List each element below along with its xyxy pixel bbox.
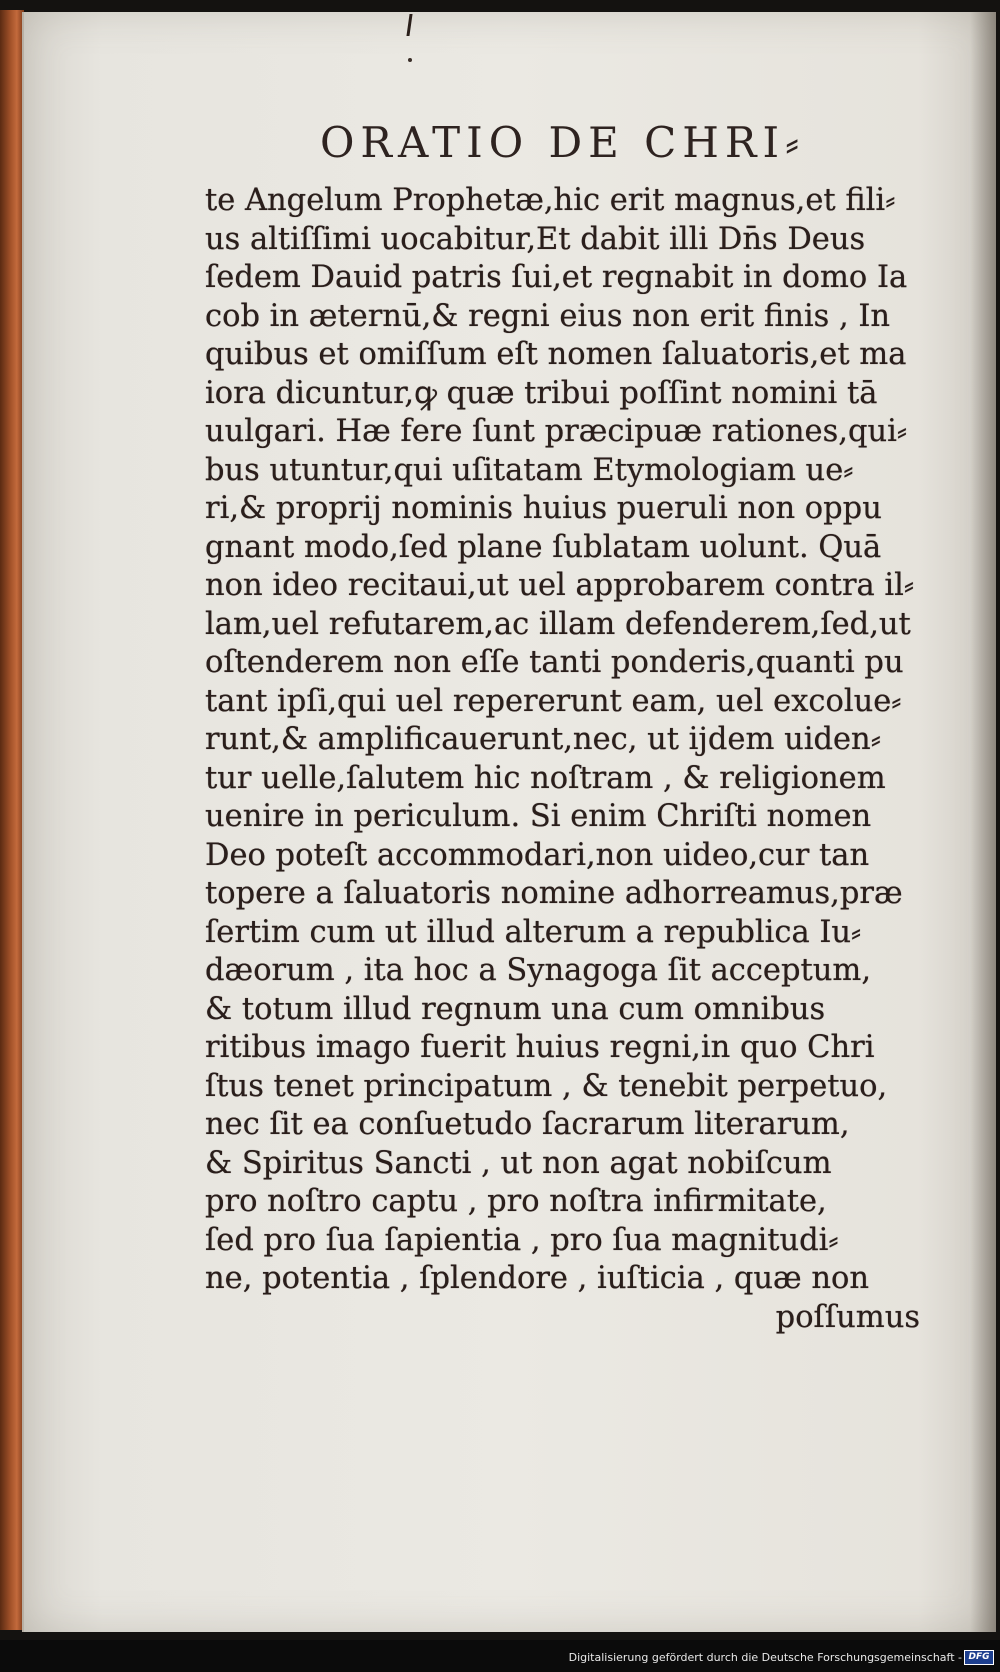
text-line: ſtus tenet principatum , & tenebit perpetuo, <box>205 1068 888 1104</box>
running-head: ORATIO DE CHRI⸗ <box>320 118 806 167</box>
ink-stroke <box>406 14 412 36</box>
text-line: ſedem Dauid patris ſui,et regnabit in domo Ia <box>205 260 908 295</box>
text-line: pro noſtro captu , pro noſtra infirmitate, <box>205 1184 827 1219</box>
text-line: topere a ſaluatoris nomine adhorreamus,præ <box>205 876 903 911</box>
text-line: uenire in periculum. Si enim Chriſti nomen <box>205 799 872 834</box>
text-line: Deo poteſt accommodari,non uideo,cur tan <box>205 837 870 873</box>
gutter-shadow <box>970 12 996 1632</box>
text-line: & totum illud regnum una cum omnibus <box>205 991 826 1027</box>
text-line: ritibus imago fuerit huius regni,in quo Chri <box>205 1030 875 1065</box>
text-line: & Spiritus Sancti , ut non agat nobiſcum <box>205 1145 832 1181</box>
text-line: ſertim cum ut illud alterum a republica Iu⸗ <box>205 914 862 950</box>
text-line: ſed pro ſua ſapientia , pro ſua magnitudi⸗ <box>205 1222 839 1258</box>
digitization-credit: Digitalisierung gefördert durch die Deutsche Forschungsgemeinschaft - <box>568 1651 962 1664</box>
text-line: tur uelle,ſalutem hic noſtram , & religionem <box>205 760 886 796</box>
text-line: quibus et omiſſum eſt nomen ſaluatoris,et ma <box>205 337 907 372</box>
text-line: runt,& amplificauerunt,nec, ut ijdem uiden⸗ <box>205 722 881 757</box>
catchword: poſſumus <box>775 1299 920 1335</box>
text-line: nec ſit ea conſuetudo ſacrarum literarum, <box>205 1107 850 1142</box>
text-line: cob in æternū,& regni eius non erit finis , In <box>205 298 891 334</box>
text-line: te Angelum Prophetæ,hic erit magnus,et fili⸗ <box>205 183 896 218</box>
text-line: lam,uel refutarem,ac illam defenderem,ſed,ut <box>205 606 911 642</box>
text-block <box>205 182 920 1337</box>
text-line: gnant modo,ſed plane ſublatam uolunt. Quā <box>205 529 882 565</box>
text-line: non ideo recitaui,ut uel approbarem contra il⸗ <box>205 568 915 603</box>
text-line: iora dicuntur,ꝙ quæ tribui poſſint nomini tā <box>205 375 878 411</box>
text-line: bus utuntur,qui uſitatam Etymologiam ue⸗ <box>205 452 854 488</box>
text-line: dæorum , ita hoc a Synagoga ſit acceptum, <box>205 953 872 988</box>
dfg-logo-icon: DFG <box>964 1650 994 1665</box>
text-line: oſtenderem non eſſe tanti ponderis,quanti pu <box>205 645 904 680</box>
ink-dot <box>408 58 412 62</box>
text-line: tant ipſi,qui uel repererunt eam, uel excolue⸗ <box>205 683 902 719</box>
ink-marks <box>404 14 418 74</box>
text-line: ne, potentia , ſplendore , iuſticia , quæ non <box>205 1261 870 1296</box>
text-line: ri,& proprij nominis huius pueruli non oppu <box>205 491 882 526</box>
text-line: us altiſſimi uocabitur,Et dabit illi Dn̄s Deus <box>205 221 866 257</box>
book-binding-edge <box>0 10 24 1630</box>
text-line: uulgari. Hæ fere ſunt præcipuæ rationes,qui⸗ <box>205 414 908 449</box>
